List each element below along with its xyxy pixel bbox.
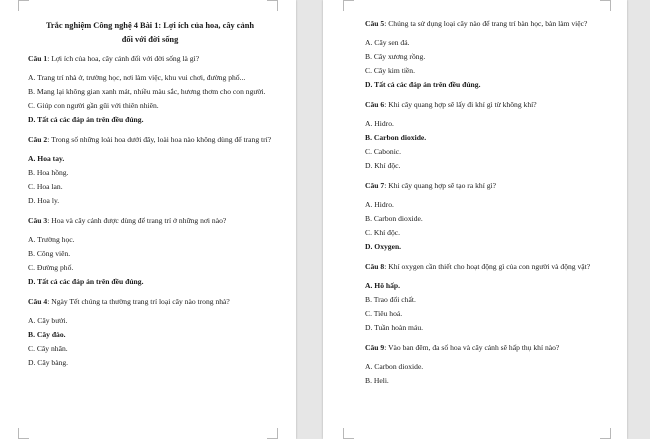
page-corner-mark — [18, 0, 29, 11]
answer-option: B. Hoa hồng. — [28, 167, 69, 177]
answer-option: D. Khí độc. — [365, 160, 401, 170]
answer-option: C. Cây nhãn. — [28, 343, 68, 353]
question-number: Câu 3 — [28, 216, 48, 225]
question-prompt: : Trong số những loài hoa dưới đây, loài hoa nào không dùng để trang trí? — [47, 135, 272, 144]
question-text — [365, 262, 613, 273]
answer-option: A. Hidro. — [365, 199, 394, 209]
question — [365, 19, 613, 90]
answer-option-correct: B. Carbon dioxide. — [365, 132, 427, 142]
answer-option: D. Hoa ly. — [28, 195, 60, 205]
answer-option: A. Trang trí nhà ở, trường học, nơi làm việc, khu vui chơi, đường phố... — [28, 72, 246, 82]
answer-option: C. Giúp con người gần gũi với thiên nhiên. — [28, 100, 159, 110]
question-text — [365, 100, 613, 111]
document-title — [28, 19, 272, 47]
question-prompt: : Chúng ta sử dụng loại cây nào để trang trí bàn học, bàn làm việc? — [384, 19, 588, 28]
question-prompt: : Lợi ích của hoa, cây cảnh đối với đời sống là gì? — [47, 54, 200, 63]
question-list-left — [28, 54, 272, 368]
page-corner-mark — [343, 428, 354, 439]
answer-option-correct: D. Tất cả các đáp án trên đều đúng. — [28, 276, 144, 286]
page-corner-mark — [600, 0, 611, 11]
question — [365, 100, 613, 171]
question-prompt: : Ngày Tết chúng ta thường trang trí loại cây nào trong nhà? — [47, 297, 230, 306]
page-corner-mark — [18, 428, 29, 439]
answer-option: D. Tuần hoàn máu. — [365, 322, 424, 332]
answer-option-correct: B. Cây đào. — [28, 329, 66, 339]
question-text — [365, 19, 613, 30]
page-corner-mark — [267, 428, 278, 439]
question — [365, 181, 613, 252]
answer-option: D. Cây bàng. — [28, 357, 69, 367]
question-number: Câu 4 — [28, 297, 48, 306]
title-line-2: đối với đời sống — [121, 35, 179, 44]
question-text — [365, 343, 613, 354]
question — [28, 135, 272, 206]
page-left-content — [28, 19, 272, 378]
question-number: Câu 2 — [28, 135, 48, 144]
question — [28, 54, 272, 125]
answer-option: A. Cây bưởi. — [28, 315, 68, 325]
question-text — [28, 135, 272, 146]
answer-option: B. Cây xương rồng. — [365, 51, 426, 61]
answer-option-correct: A. Hô hấp. — [365, 280, 401, 290]
answer-option-correct: D. Oxygen. — [365, 241, 402, 251]
answer-option: B. Carbon dioxide. — [365, 213, 423, 223]
question-prompt: : Khi cây quang hợp sẽ lấy đi khí gì từ không khí? — [384, 100, 537, 109]
question — [28, 297, 272, 368]
question-text — [28, 54, 272, 65]
answer-option: B. Heli. — [365, 375, 389, 385]
question-text — [28, 216, 272, 227]
document-page-left — [0, 0, 296, 439]
answer-option-correct: D. Tất cả các đáp án trên đều đúng. — [28, 114, 144, 124]
answer-option: B. Trao đổi chất. — [365, 294, 416, 304]
answer-option: A. Trường học. — [28, 234, 75, 244]
question-number: Câu 5 — [365, 19, 385, 28]
question — [28, 216, 272, 287]
question-number: Câu 6 — [365, 100, 385, 109]
question-text — [28, 297, 272, 308]
question-number: Câu 8 — [365, 262, 385, 271]
answer-option-correct: D. Tất cả các đáp án trên đều đúng. — [365, 79, 481, 89]
page-corner-mark — [343, 0, 354, 11]
answer-option-correct: A. Hoa tay. — [28, 153, 65, 163]
question-list-right — [365, 19, 613, 386]
answer-option: B. Công viên. — [28, 248, 71, 258]
question — [365, 343, 613, 386]
page-corner-mark — [600, 428, 611, 439]
answer-option: C. Đường phố. — [28, 262, 74, 272]
page-right-content — [365, 19, 613, 396]
answer-option: C. Khí độc. — [365, 227, 401, 237]
question-prompt: : Hoa và cây cảnh được dùng để trang trí ở những nơi nào? — [47, 216, 227, 225]
answer-option: C. Hoa lan. — [28, 181, 63, 191]
answer-option: A. Cây sen đá. — [365, 37, 410, 47]
page-corner-mark — [267, 0, 278, 11]
document-page-right — [323, 0, 627, 439]
question-prompt: : Vào ban đêm, đa số hoa và cây cảnh sẽ hấp thụ khí nào? — [384, 343, 560, 352]
question-number: Câu 7 — [365, 181, 385, 190]
answer-option: A. Carbon dioxide. — [365, 361, 424, 371]
question-prompt: : Khi cây quang hợp sẽ tạo ra khí gì? — [384, 181, 496, 190]
question — [365, 262, 613, 333]
answer-option: A. Hidro. — [365, 118, 394, 128]
question-text — [365, 181, 613, 192]
answer-option: B. Mang lại không gian xanh mát, nhiều màu sắc, hương thơm cho con người. — [28, 86, 266, 96]
question-prompt: : Khí oxygen cần thiết cho hoạt động gì của con người và động vật? — [384, 262, 591, 271]
question-number: Câu 1 — [28, 54, 48, 63]
answer-option: C. Cây kim tiền. — [365, 65, 415, 75]
question-number: Câu 9 — [365, 343, 385, 352]
title-line-1: Trắc nghiệm Công nghệ 4 Bài 1: Lợi ích của hoa, cây cảnh — [45, 21, 255, 30]
answer-option: C. Cabonic. — [365, 146, 402, 156]
answer-option: C. Tiêu hoá. — [365, 308, 403, 318]
